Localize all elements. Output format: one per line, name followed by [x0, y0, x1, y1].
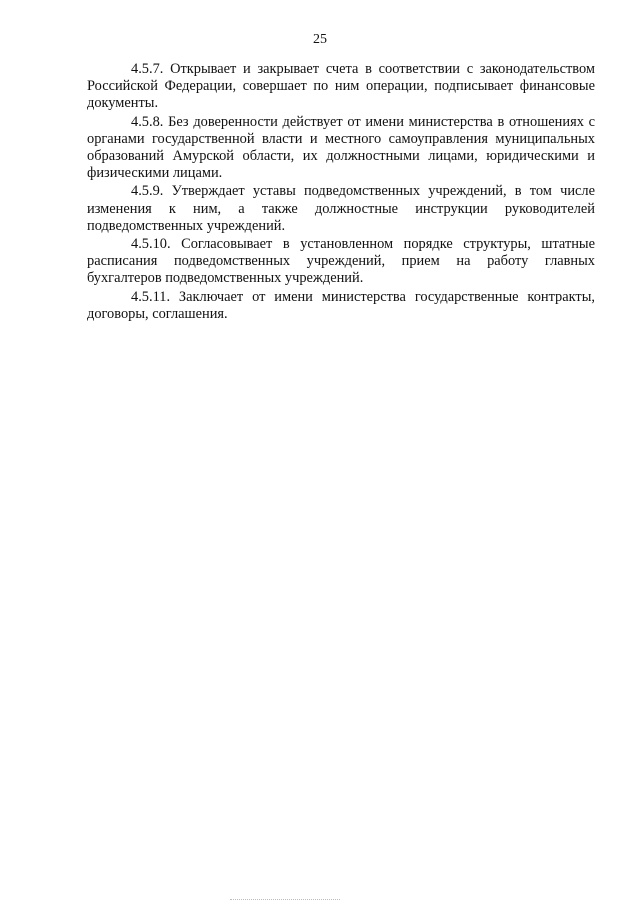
scan-artifact [230, 899, 340, 903]
page-number: 25 [313, 32, 327, 47]
paragraph-4-5-9: 4.5.9. Утверждает уставы подведомственных учреждений, в том числе изменения к ним, а также должностные инструкции руководителей подведомственных учреждений. [87, 183, 595, 234]
paragraph-4-5-8: 4.5.8. Без доверенности действует от имени министерства в отношениях с органами государственной власти и местного самоуправления муниципальных образований Амурской области, их должностными лицами, юридическими и физическими лицами. [87, 113, 595, 182]
document-body [87, 61, 595, 324]
paragraph-4-5-11: 4.5.11. Заключает от имени министерства государственные контракты, договоры, соглашения. [87, 288, 595, 322]
paragraph-4-5-10: 4.5.10. Согласовывает в установленном порядке структуры, штатные расписания подведомственных учреждений, прием на работу главных бухгалтеров подведомственных учреждений. [87, 236, 595, 287]
paragraph-4-5-7: 4.5.7. Открывает и закрывает счета в соответствии с законодательством Российской Федерации, совершает по ним операции, подписывает финансовые документы. [87, 61, 595, 112]
